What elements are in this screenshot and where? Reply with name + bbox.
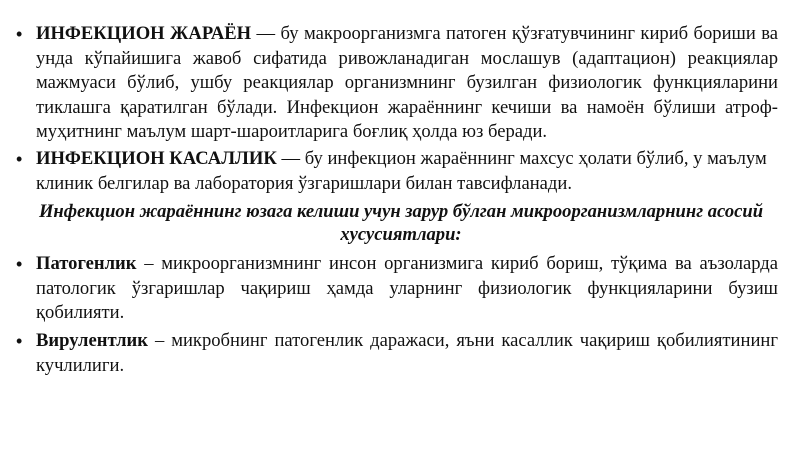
bullet-dot: • <box>16 254 23 275</box>
definition-virulence: – микробнинг патогенлик даражаси, яъни касаллик чақириш қобилиятининг кучлилиги. <box>36 329 778 376</box>
term-infectious-process: ИНФЕКЦИОН ЖАРАЁН <box>36 23 252 44</box>
bullet-pathogenicity <box>14 252 778 326</box>
term-virulence: Вирулентлик <box>36 329 148 351</box>
bullet-dot: • <box>16 330 23 351</box>
bullet-dot: • <box>16 148 23 169</box>
term-infectious-disease: ИНФЕКЦИОН КАСАЛЛИК <box>36 147 277 169</box>
definition-infectious-disease: — бу инфекцион жараённинг махсус ҳолати бўлиб, у маълум клиник белгилар ва лаборатория ўзгаришлари билан тавсифланади. <box>36 147 767 194</box>
section-heading: Инфекцион жараённинг юзага келиши учун зарур бўлган микроорганизмларнинг асосий хусусиятлари: <box>38 201 764 246</box>
term-pathogenicity: Патогенлик <box>36 253 137 275</box>
bullet-virulence <box>14 329 778 378</box>
bullet-infectious-disease <box>14 147 778 196</box>
definition-infectious-process: — бу макроорганизмга патоген қўзғатувчининг кириб бориши ва унда кўпайишига жавоб сифатида ривожланадиган мослашув (адаптацион) реакциялар мажмуаси бўлиб, ушбу реакциялар организмнинг бузилган физиологик функцияларини тиклашга қаратилган бўлади. Инфекцион жараённинг кечиши ва намоён бўлиши атроф-муҳитнинг маълум шарт-шароитларига боғлиқ ҳолда юз беради. <box>36 23 778 143</box>
bullet-infectious-process <box>14 22 778 145</box>
definition-pathogenicity: – микроорганизмнинг инсон организмига кириб бориш, тўқима ва аъзоларда патологик ўзгаришлар чақириш ҳамда уларнинг физиологик функцияларини бузиш қобилияти. <box>36 253 778 324</box>
bullet-dot: • <box>16 24 23 44</box>
